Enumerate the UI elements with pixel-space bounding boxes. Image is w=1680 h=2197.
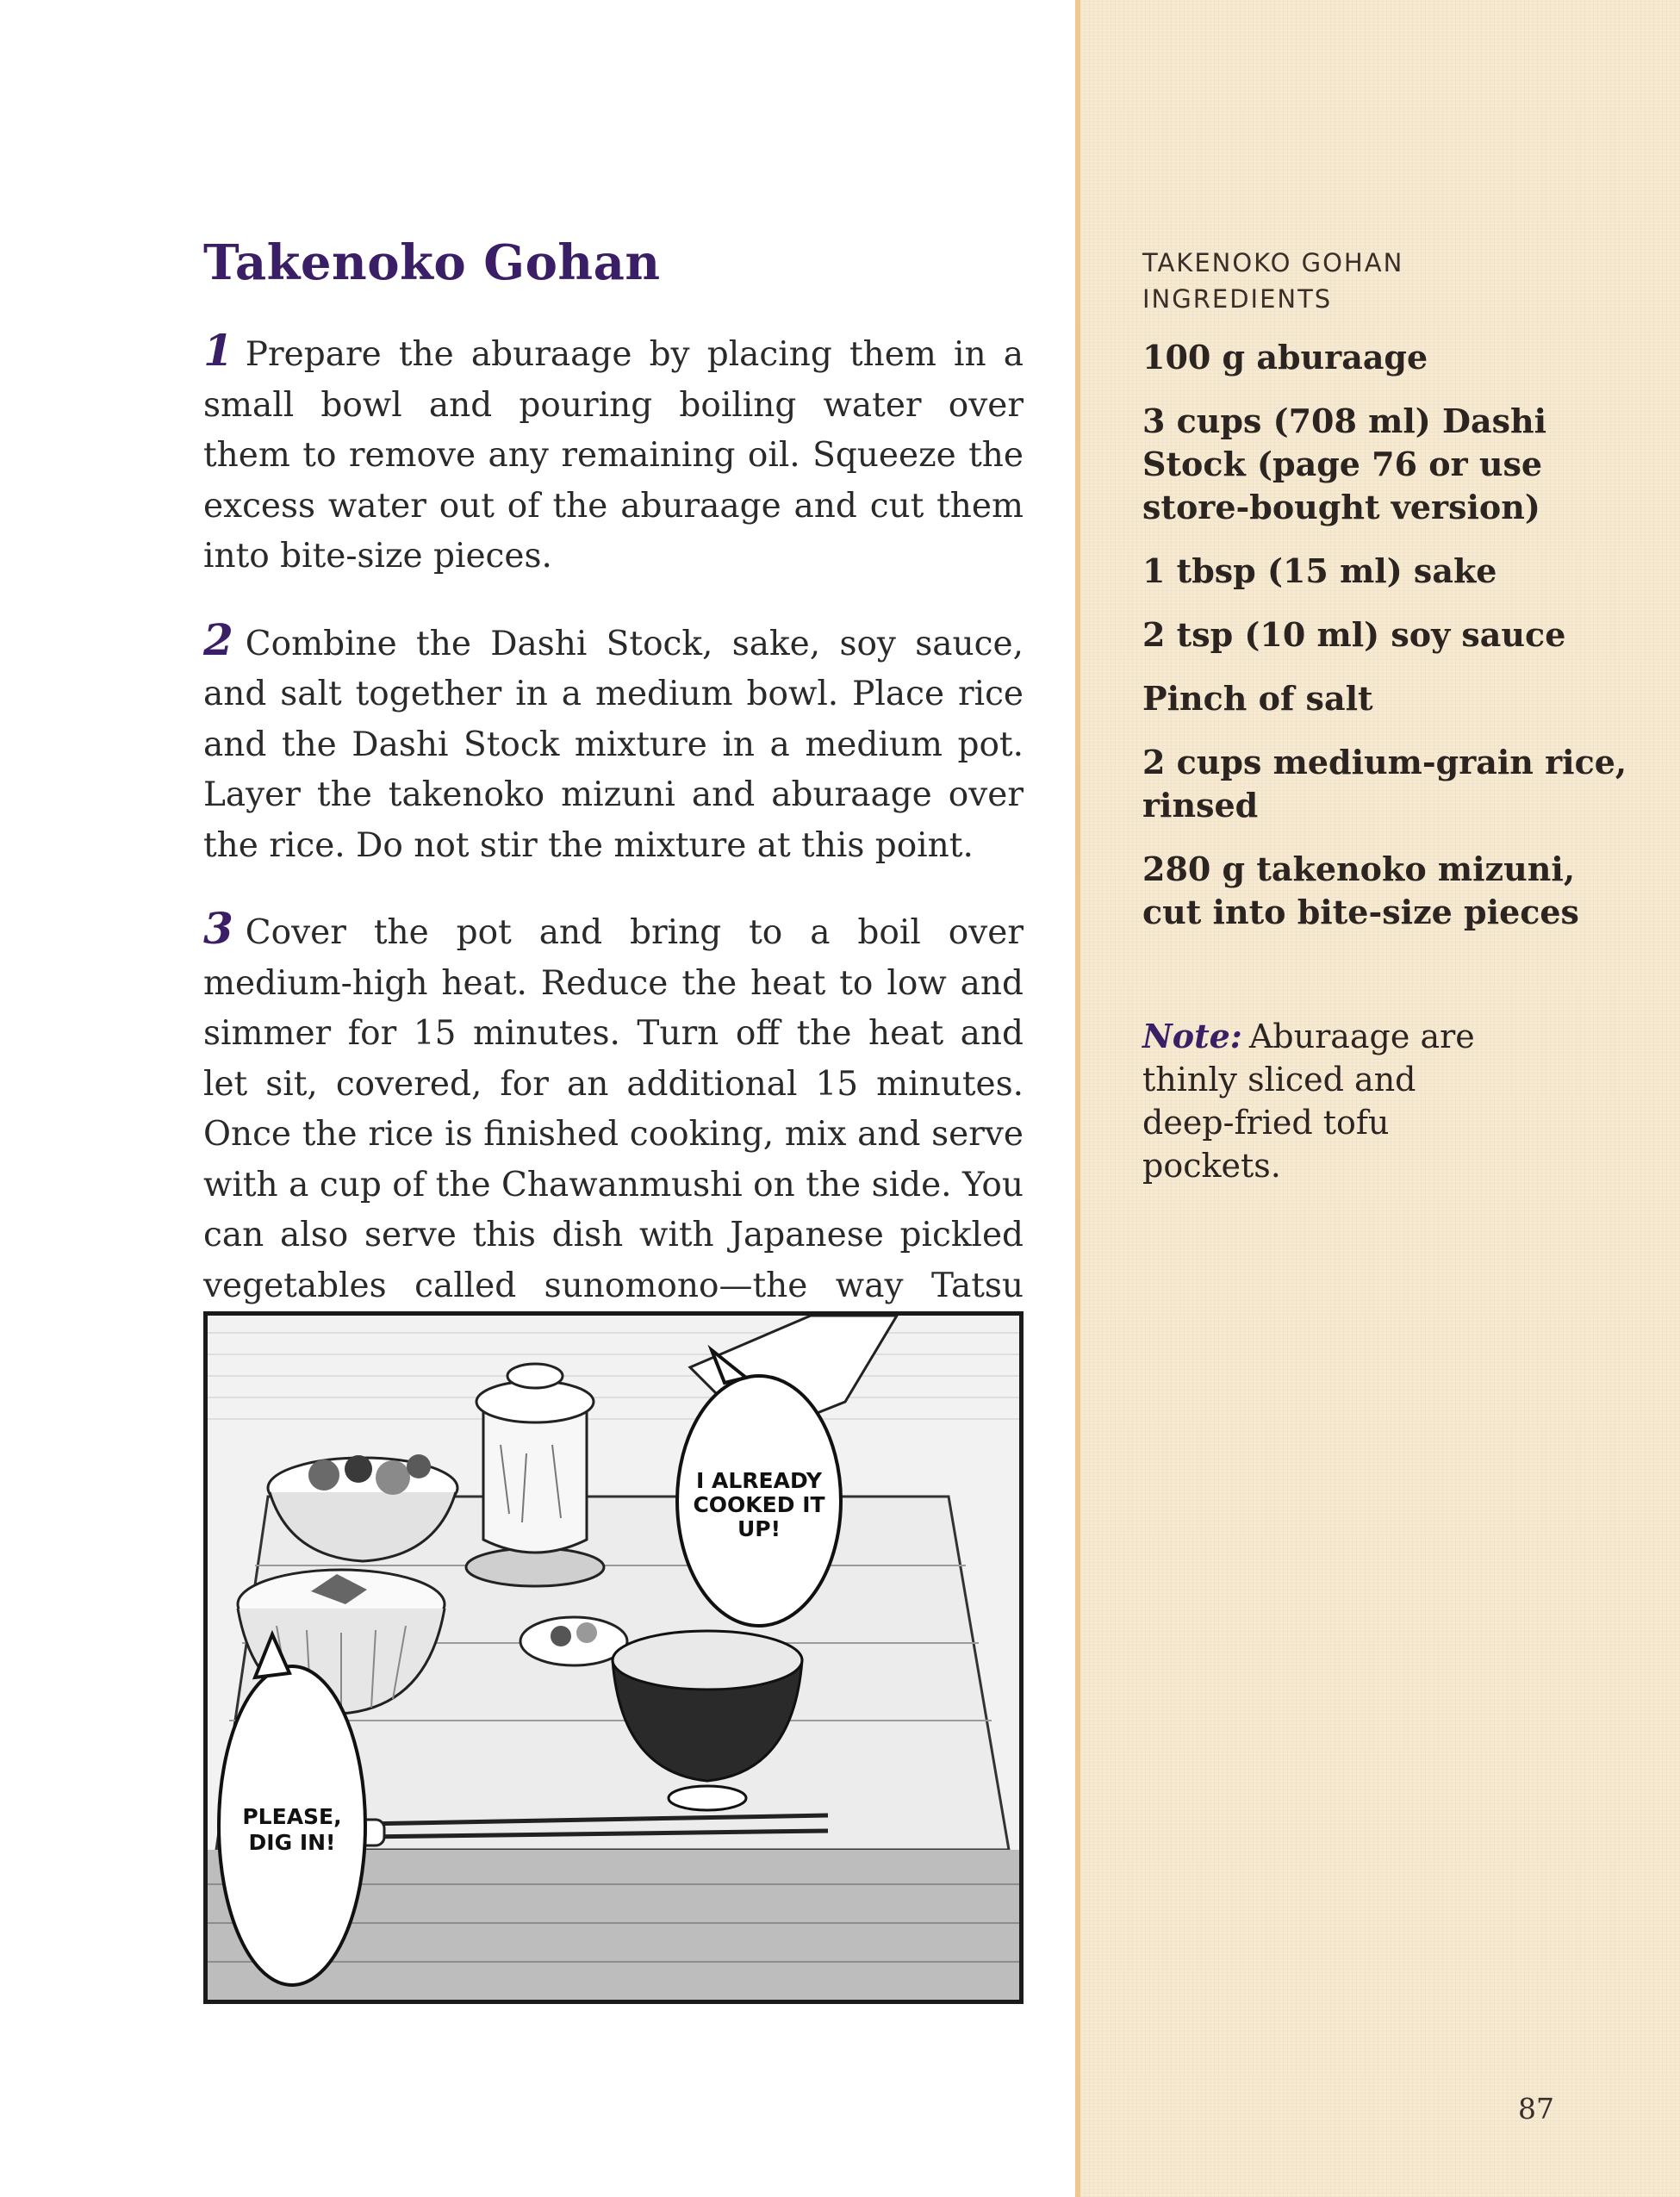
ingredient-item: 3 cups (708 ml) Dashi Stock (page 76 or use store-bought version) [1142, 401, 1547, 526]
bubble-right-line-2: COOKED IT [693, 1492, 825, 1517]
ingredient-item: 2 tsp (10 ml) soy sauce [1142, 615, 1566, 654]
ingredient-item: 100 g aburaage [1142, 338, 1428, 377]
ingredient-item: 1 tbsp (15 ml) sake [1142, 551, 1497, 590]
manga-illustration [203, 1311, 1024, 2004]
step-number: 1 [203, 325, 233, 376]
ingredient-note [1142, 1015, 1513, 1187]
page-number: 87 [1518, 2092, 1554, 2125]
step-number: 2 [203, 613, 233, 665]
ingredient-item: 280 g takenoko mizuni, cut into bite-size pieces [1142, 850, 1579, 931]
step-text: Prepare the aburaage by placing them in a small bowl and pouring boiling water over them to remove any remaining oil. Squeeze the excess water out of the aburaage and cut them into bite-size pieces. [203, 335, 1024, 576]
manga-scene [208, 1316, 1019, 2000]
recipe-title: Takenoko Gohan [203, 234, 661, 291]
note-text: Aburaage are thinly sliced and deep-fried tofu pockets. [1142, 1018, 1475, 1185]
note-label: Note: [1142, 1017, 1242, 1055]
ingredient-item: 2 cups medium-grain rice, rinsed [1142, 743, 1627, 825]
recipe-steps [203, 326, 1024, 1395]
step-text: Combine the Dashi Stock, sake, soy sauce, and salt together in a medium bowl. Place rice and the Dashi Stock mixture in a medium pot. Layer the takenoko mizuni and aburaage over the rice. Do not stir the mixture at this point. [203, 624, 1024, 865]
ingredients-heading: TAKENOKO GOHAN INGREDIENTS [1142, 248, 1404, 314]
bubble-right-line-3: UP! [737, 1516, 781, 1541]
step-1 [203, 326, 1024, 582]
bubble-right-line-1: I ALREADY [696, 1468, 822, 1493]
bubble-left-line-2: DIG IN! [248, 1830, 336, 1855]
ingredients-list [1142, 336, 1642, 955]
step-number: 3 [203, 903, 233, 954]
ingredient-item: Pinch of salt [1142, 679, 1373, 718]
step-3 [203, 904, 1024, 1362]
step-text: Cover the pot and bring to a boil over medium-high heat. Reduce the heat to low and simmer for 15 minutes. Turn off the heat and let sit, covered, for an additional 15 minutes. Once the rice is finished cooking, mix and serve with a cup of the Chawanmushi on the side. You can also serve this dish with Japanese pickled vegetables called sunomono—the way Tatsu [203, 913, 1024, 1305]
bubble-left-line-1: PLEASE, [242, 1804, 342, 1829]
step-2 [203, 615, 1024, 872]
